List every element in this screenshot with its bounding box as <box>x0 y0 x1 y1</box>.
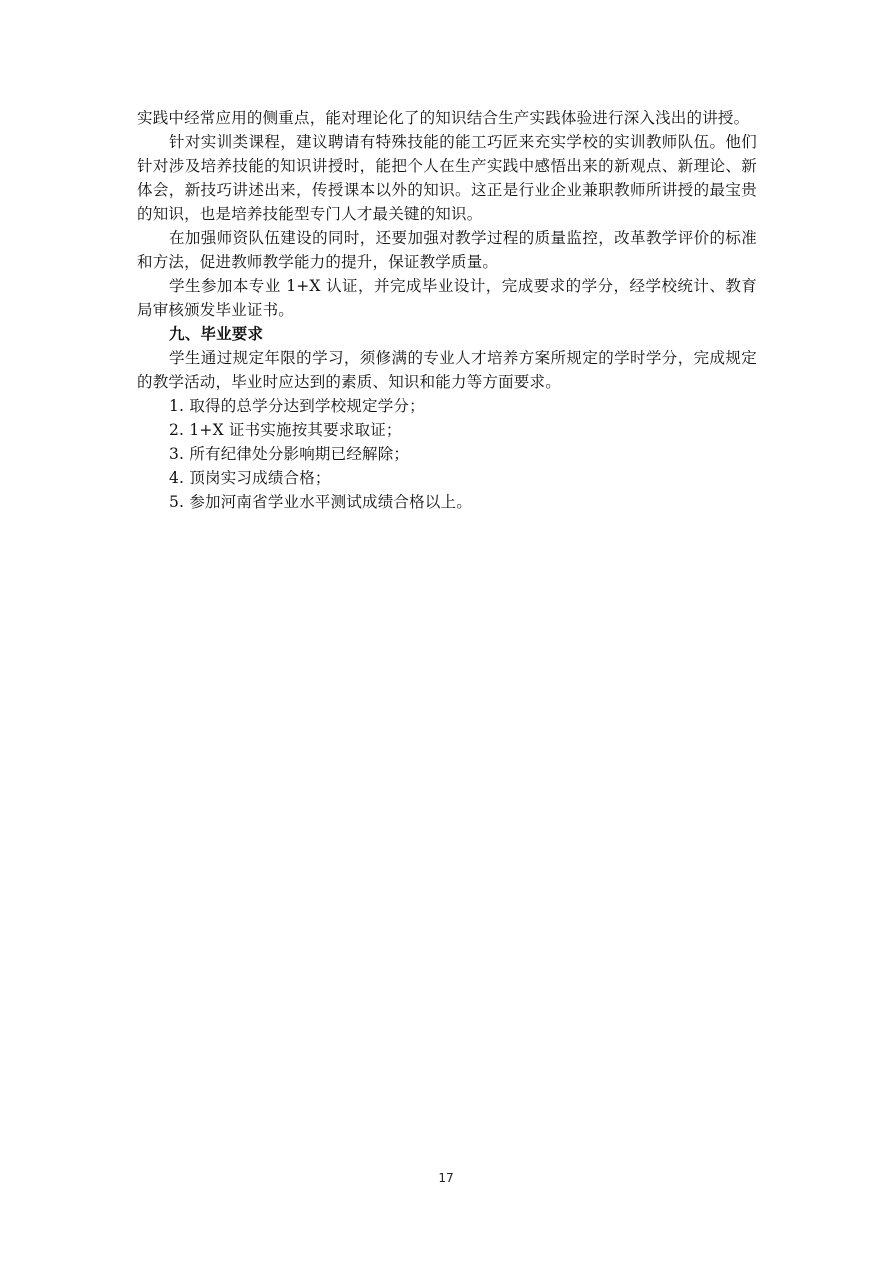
section-heading: 九、毕业要求 <box>169 325 264 343</box>
requirement-item: 4. 顶岗实习成绩合格； <box>169 469 331 487</box>
requirement-item: 1. 取得的总学分达到学校规定学分； <box>169 397 425 415</box>
requirement-item: 5. 参加河南省学业水平测试成绩合格以上。 <box>169 493 472 511</box>
requirement-item: 3. 所有纪律处分影响期已经解除； <box>169 445 410 463</box>
page-number: 17 <box>438 1171 454 1185</box>
paragraph-continuation: 实践中经常应用的侧重点，能对理论化了的知识结合生产实践体验进行深入浅出的讲授。 <box>137 109 750 127</box>
section-intro: 学生通过规定年限的学习，须修满的专业人才培养方案所规定的学时学分，完成规定的教学活动，毕业时应达到的素质、知识和能力等方面要求。 <box>137 349 757 391</box>
paragraph-certification: 学生参加本专业 1+X 认证，并完成毕业设计，完成要求的学分，经学校统计、教育局审核颁发毕业证书。 <box>137 277 757 319</box>
paragraph-quality-monitoring: 在加强师资队伍建设的同时，还要加强对教学过程的质量监控，改革教学评价的标准和方法，促进教师教学能力的提升，保证教学质量。 <box>137 229 757 271</box>
body-text <box>137 106 757 514</box>
requirement-item: 2. 1+X 证书实施按其要求取证； <box>169 421 402 439</box>
paragraph-practical-training: 针对实训类课程，建议聘请有特殊技能的能工巧匠来充实学校的实训教师队伍。他们针对涉及培养技能的知识讲授时，能把个人在生产实践中感悟出来的新观点、新理论、新体会，新技巧讲述出来，传授课本以外的知识。这正是行业企业兼职教师所讲授的最宝贵的知识，也是培养技能型专门人才最关键的知识。 <box>137 133 757 223</box>
